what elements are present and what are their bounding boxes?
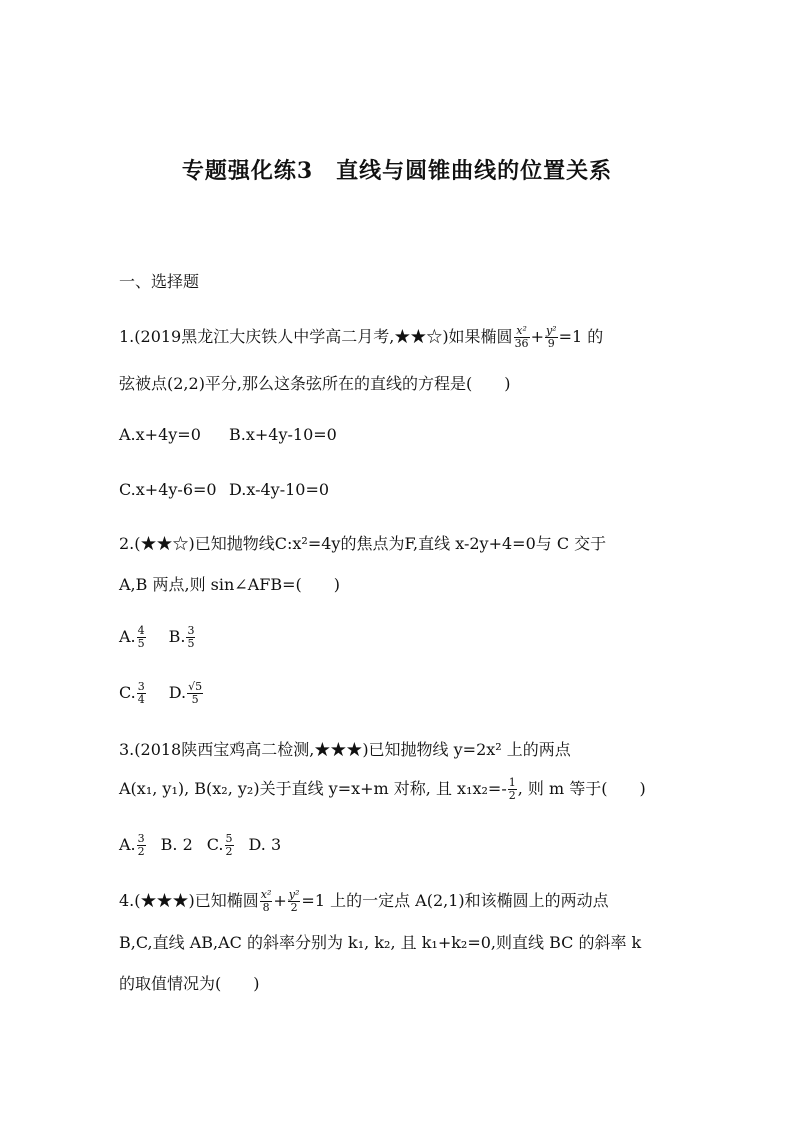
question-4-line-2: B,C,直线 AB,AC 的斜率分别为 k₁, k₂, 且 k₁+k₂=0,则直线 BC 的斜率 k [119,933,642,952]
q4-fraction-x: $\frac{\text{x²}}{8}$ [260,888,272,914]
q2-option-b: B. [168,627,186,646]
q1-text: 1.(2019黑龙江大庆铁人中学高二月考,★★☆)如果椭圆 [119,327,513,346]
question-1-line-2: 弦被点(2,2)平分,那么这条弦所在的直线的方程是( ) [119,374,511,393]
q1-option-c: C.x+4y-6=0 [119,480,217,499]
q1-option-b: B.x+4y-10=0 [229,425,337,444]
q1-fraction-y: $\frac{\text{y²}}{9}$ [545,324,557,350]
question-4-line-1 [119,888,609,914]
q4-plus: + [273,891,287,910]
q2-option-c: C. [119,683,136,702]
question-1-line-1 [119,324,603,350]
question-2-options-ab [119,624,196,650]
question-3-line-2 [119,776,646,802]
q1-option-d: D.x-4y-10=0 [229,480,330,499]
q3-text: A(x₁, y₁), B(x₂, y₂)关于直线 y=x+m 对称, 且 x₁x₂=- [119,779,507,798]
question-3-line-1: 3.(2018陕西宝鸡高二检测,★★★)已知抛物线 y=2x² 上的两点 [119,740,571,759]
q3-option-c: C. [206,835,224,854]
question-1-options-ab [119,422,337,448]
q4-fraction-y: $\frac{\text{y²}}{2}$ [288,888,300,914]
q2-option-b-fraction: $\frac{3}{5}$ [187,624,195,650]
q1-option-a: A.x+4y=0 [119,425,201,444]
q2-option-d-fraction: $\frac{√5}{5}$ [188,680,203,706]
q3-fraction: $\frac{1}{2}$ [508,776,516,802]
q1-text-end: =1 的 [558,327,604,346]
question-3-options [119,832,281,858]
question-2-options-cd [119,680,204,706]
q2-option-a: A. [119,627,136,646]
q1-fraction-x: $\frac{\text{x²}}{36}$ [514,324,529,350]
q3-text-end: , 则 m 等于( ) [517,779,646,798]
question-1-options-cd [119,477,329,503]
q4-text: 4.(★★★)已知椭圆 [119,891,259,910]
q2-option-c-fraction: $\frac{3}{4}$ [137,680,145,706]
page-title: 专题强化练3 直线与圆锥曲线的位置关系 [181,158,613,184]
q4-text-end: =1 上的一定点 A(2,1)和该椭圆上的两动点 [301,891,609,910]
q1-plus: + [530,327,544,346]
question-4-line-3: 的取值情况为( ) [119,974,260,993]
q2-option-d: D. [168,683,187,702]
section-heading: 一、选择题 [119,272,200,291]
question-2-line-1: 2.(★★☆)已知抛物线C:x²=4y的焦点为F,直线 x-2y+4=0与 C 交于 [119,534,607,553]
q2-option-a-fraction: $\frac{4}{5}$ [137,624,145,650]
q3-option-c-fraction: $\frac{5}{2}$ [225,832,233,858]
q3-option-d: D. 3 [248,835,282,854]
q3-option-a: A. [119,835,136,854]
q3-option-a-fraction: $\frac{3}{2}$ [137,832,145,858]
q3-option-b: B. 2 [160,835,193,854]
question-2-line-2: A,B 两点,则 sin∠AFB=( ) [119,575,341,594]
